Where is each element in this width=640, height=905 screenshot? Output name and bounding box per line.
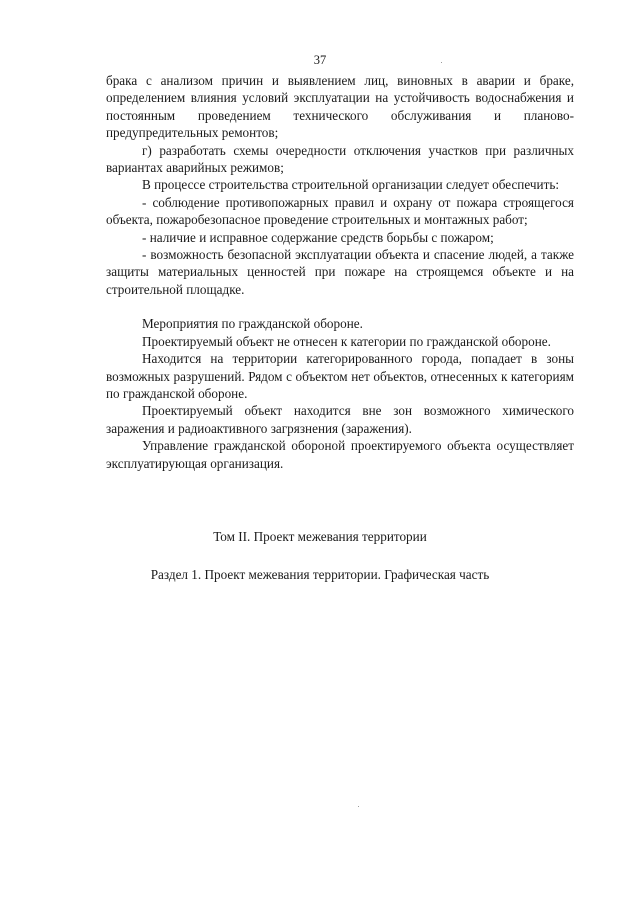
paragraph: Проектируемый объект не отнесен к категории по гражданской обороне. (142, 333, 551, 349)
paragraph: Управление гражданской обороной проектируемого объекта осуществляет эксплуатирующая организация. (106, 438, 574, 471)
paragraph: г) разработать схемы очередности отключения участков при различных вариантах аварийных режимов; (106, 142, 574, 176)
paragraph: Проектируемый объект находится вне зон возможного химического заражения и радиоактивного загрязнения (заражения). (106, 403, 574, 436)
section-heading: Раздел 1. Проект межевания территории. Графическая часть (150, 567, 490, 582)
scan-speck (358, 806, 359, 807)
paragraph: В процессе строительства строительной организации следует обеспечить: (142, 177, 560, 193)
volume-heading: Том II. Проект межевания территории (213, 529, 427, 544)
paragraph: брака с анализом причин и выявлением лиц, виновных в аварии и браке, определением влияния условий эксплуатации на устойчивость водоснабжения и постоянным проведением технического обслуживания и планово-предупредительных ремонтов; (106, 73, 574, 141)
body-text (106, 72, 574, 472)
paragraph: - наличие и исправное содержание средств борьбы с пожаром; (142, 229, 494, 245)
paragraph-civil-defense-title: Мероприятия по гражданской обороне. (142, 316, 363, 332)
paragraph: - возможность безопасной эксплуатации объекта и спасение людей, а также защиты материальных ценностей при пожаре на строящемся объекте и на строительной площадке. (106, 247, 574, 297)
scan-speck (441, 62, 442, 63)
page-number: 37 (313, 53, 327, 67)
paragraph: Находится на территории категорированного города, попадает в зоны возможных разрушений. Рядом с объектом нет объектов, отнесенных к категориям по гражданской обороне. (106, 351, 574, 401)
paragraph: - соблюдение противопожарных правил и охрану от пожара строящегося объекта, пожаробезопасное проведение строительных и монтажных работ; (106, 194, 574, 228)
